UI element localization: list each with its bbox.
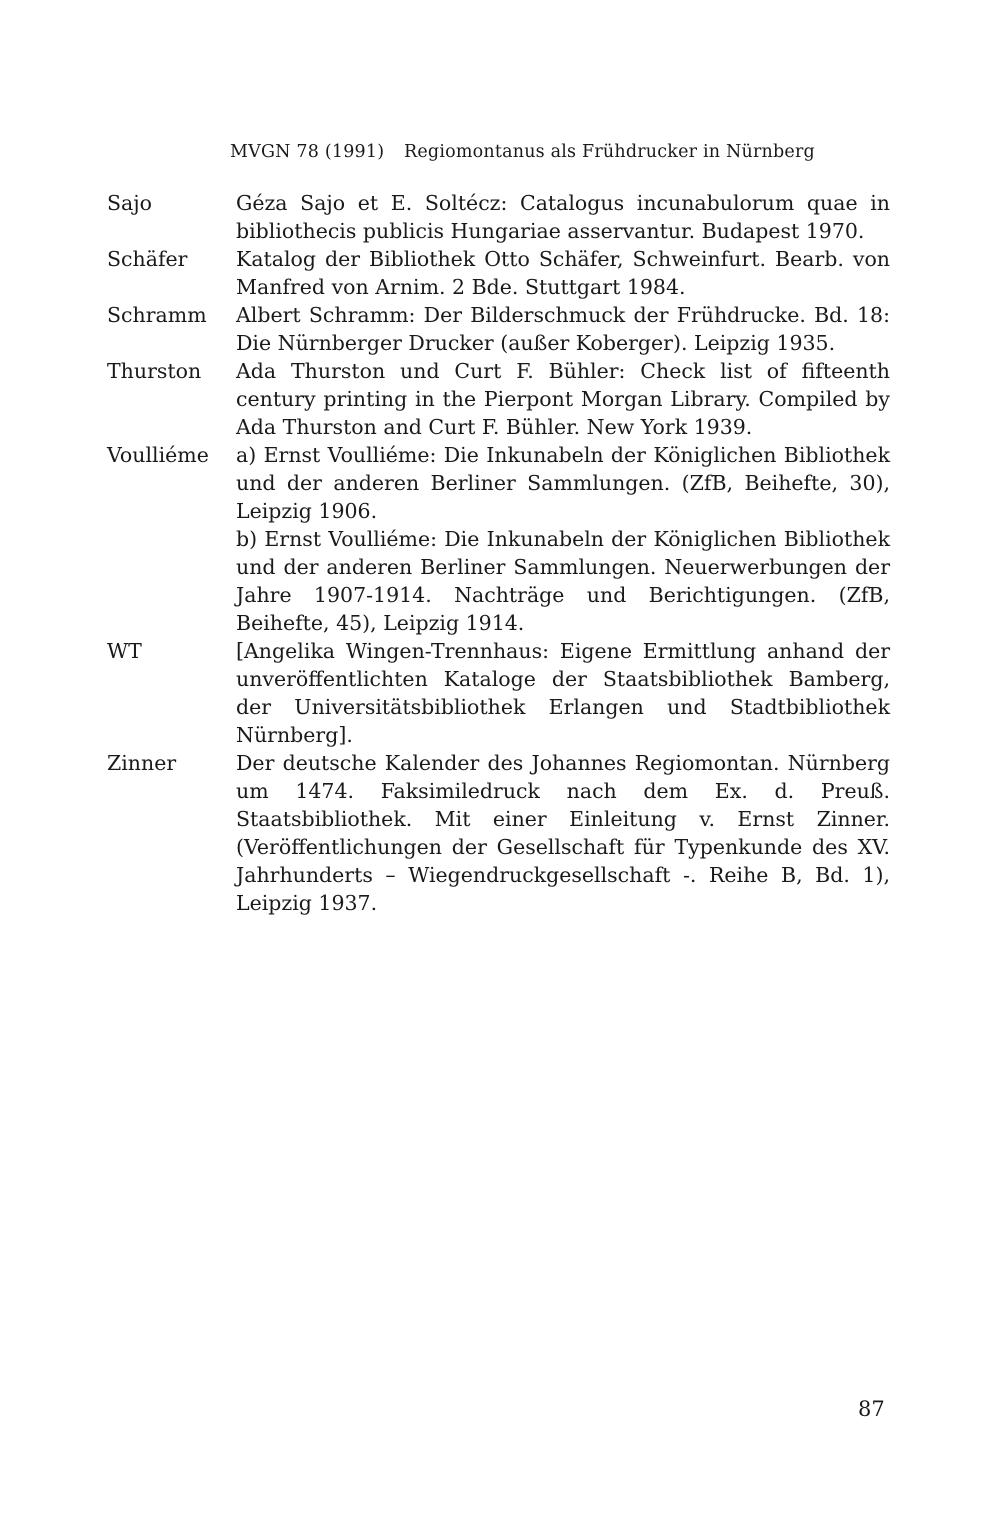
bibliography-entry <box>107 441 890 637</box>
entry-body <box>236 301 890 357</box>
entry-body <box>236 637 890 749</box>
bibliography-entry <box>107 301 890 357</box>
entry-siglum: WT <box>107 639 142 663</box>
entry-body <box>236 441 890 637</box>
bibliography-entry <box>107 245 890 301</box>
entry-body <box>236 357 890 441</box>
entry-body <box>236 245 890 301</box>
bibliography-entry <box>107 189 890 245</box>
bibliography-entry <box>107 749 890 917</box>
entry-siglum: Sajo <box>107 191 152 215</box>
running-head-journal: MVGN 78 (1991) <box>230 142 385 162</box>
entry-text: a) Ernst Voulliéme: Die Inkunabeln der Königlichen Bibliothek und der anderen Berliner Sammlungen. (ZfB, Beihefte, 30), Leipzig 1906. <box>236 443 890 523</box>
entry-siglum: Voulliéme <box>107 443 209 467</box>
entry-text: Albert Schramm: Der Bilderschmuck der Frühdrucke. Bd. 18: Die Nürnberger Drucker (außer Koberger). Leipzig 1935. <box>236 303 890 355</box>
entry-text: b) Ernst Voulliéme: Die Inkunabeln der Königlichen Bibliothek und der anderen Berliner Sammlungen. Neuerwerbungen der Jahre 1907-1914. Nachträge und Berichtigungen. (ZfB, Beihefte, 45), Leipzig 1914. <box>236 527 890 635</box>
entry-siglum: Schäfer <box>107 247 188 271</box>
entry-body <box>236 749 890 917</box>
entry-text: Der deutsche Kalender des Johannes Regiomontan. Nürnberg um 1474. Faksimiledruck nach dem Ex. d. Preuß. Staatsbibliothek. Mit einer Einleitung v. Ernst Zinner. (Veröffentlichungen der Gesellschaft für Typenkunde des XV. Jahrhunderts – Wiegendruckgesellschaft -. Reihe B, Bd. 1), Leipzig 1937. <box>236 751 890 915</box>
entry-body <box>236 189 890 245</box>
entry-text: Ada Thurston und Curt F. Bühler: Check list of fifteenth century printing in the Pierpont Morgan Library. Compiled by Ada Thurston and Curt F. Bühler. New York 1939. <box>236 359 890 439</box>
entry-siglum: Zinner <box>107 751 177 775</box>
entry-siglum: Schramm <box>107 303 207 327</box>
entry-text: Géza Sajo et E. Soltécz: Catalogus incunabulorum quae in bibliothecis publicis Hungariae asservantur. Budapest 1970. <box>236 191 890 243</box>
bibliography-list <box>107 189 890 917</box>
entry-text: Katalog der Bibliothek Otto Schäfer, Schweinfurt. Bearb. von Manfred von Arnim. 2 Bde. Stuttgart 1984. <box>236 247 890 299</box>
bibliography-entry <box>107 357 890 441</box>
entry-siglum: Thurston <box>107 359 202 383</box>
entry-text: [Angelika Wingen-Trennhaus: Eigene Ermittlung anhand der unveröffentlichten Kataloge der Staatsbibliothek Bamberg, der Universitätsbibliothek Erlangen und Stadtbibliothek Nürnberg]. <box>236 639 890 747</box>
running-head <box>230 142 815 162</box>
page-number: 87 <box>858 1397 885 1421</box>
bibliography-entry <box>107 637 890 749</box>
running-head-title: Regiomontanus als Frühdrucker in Nürnberg <box>404 142 815 162</box>
